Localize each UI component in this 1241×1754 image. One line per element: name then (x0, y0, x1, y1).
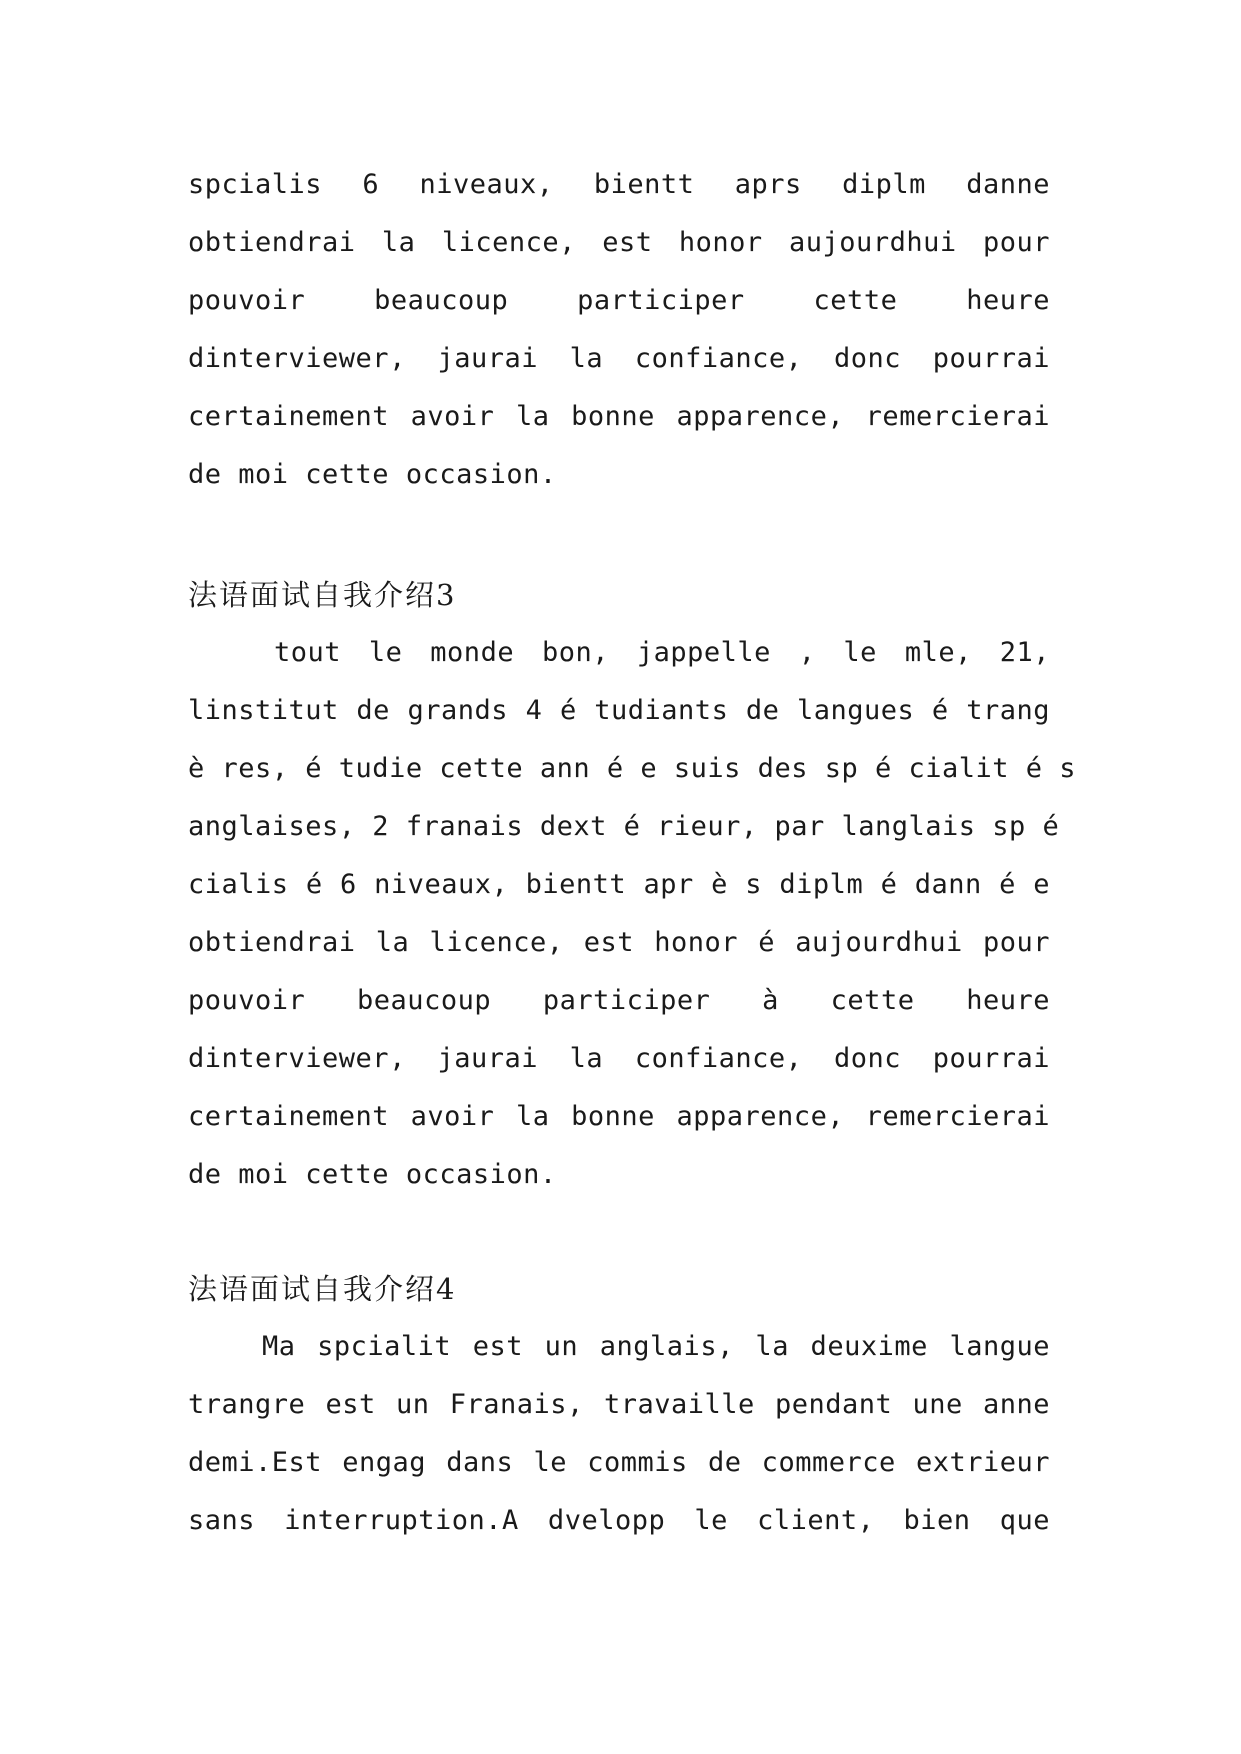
paragraph-line: sans interruption.A dvelopp le client, bien que (188, 1505, 1050, 1536)
paragraph-line: cialis é 6 niveaux, bientt apr è s diplm é dann é e (188, 869, 1050, 900)
paragraph-line: trangre est un Franais, travaille pendant une anne (188, 1389, 1050, 1420)
paragraph-line: Ma spcialit est un anglais, la deuxime langue (262, 1331, 1050, 1362)
paragraph-line: anglaises, 2 franais dext é rieur, par langlais sp é (188, 811, 1060, 842)
paragraph-line: certainement avoir la bonne apparence, remercierai (188, 1101, 1050, 1132)
section4-heading: 法语面试自我介绍4 (188, 1272, 457, 1306)
paragraph-line: spcialis 6 niveaux, bientt aprs diplm danne (188, 169, 1050, 200)
section3-heading: 法语面试自我介绍3 (188, 578, 457, 612)
paragraph-line: pouvoir beaucoup participer à cette heure (188, 985, 1050, 1016)
paragraph-line: obtiendrai la licence, est honor é aujourdhui pour (188, 927, 1050, 958)
paragraph-line: linstitut de grands 4 é tudiants de langues é trang (188, 695, 1050, 726)
paragraph-line: è res, é tudie cette ann é e suis des sp é cialit é s (188, 753, 1077, 784)
paragraph-line: demi.Est engag dans le commis de commerce extrieur (188, 1447, 1050, 1478)
paragraph-line: dinterviewer, jaurai la confiance, donc pourrai (188, 343, 1050, 374)
paragraph-line: dinterviewer, jaurai la confiance, donc pourrai (188, 1043, 1050, 1074)
paragraph-line: de moi cette occasion. (188, 1159, 557, 1190)
section4-paragraph (188, 1318, 1050, 1550)
paragraph-line: de moi cette occasion. (188, 459, 557, 490)
paragraph-line: certainement avoir la bonne apparence, remercierai (188, 401, 1050, 432)
paragraph-line: tout le monde bon, jappelle , le mle, 21, (274, 637, 1050, 668)
paragraph-line: pouvoir beaucoup participer cette heure (188, 285, 1050, 316)
section3-paragraph (188, 624, 1077, 1204)
paragraph-line: obtiendrai la licence, est honor aujourdhui pour (188, 227, 1050, 258)
section2-paragraph (188, 156, 1050, 504)
